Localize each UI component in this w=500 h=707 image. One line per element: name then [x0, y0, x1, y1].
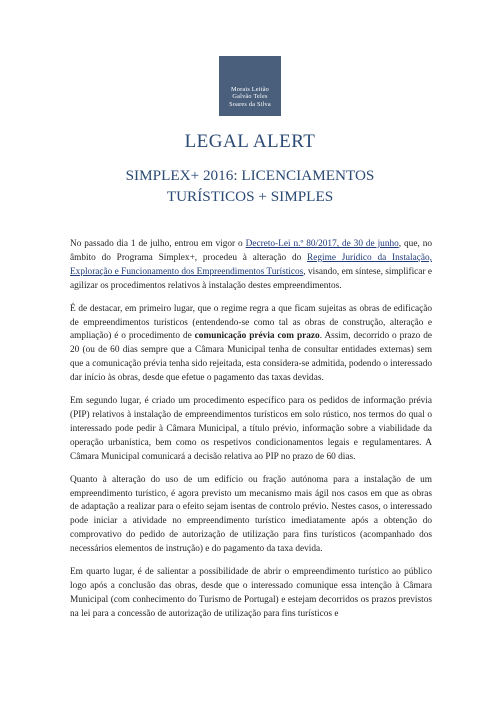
paragraph-1: [70, 238, 432, 294]
logo-line-1: Morais Leitão: [230, 85, 270, 93]
regime-juridico-link[interactable]: Regime Jurídico da Instalação, Exploração e Funcionamento dos Empreendimentos Turísticos: [70, 252, 432, 277]
p2-text-2: . Assim, decorrido o prazo de 20 (ou de 60 dias sempre que a Câmara Municipal tenha de consultar entidades externas) sem que a comunicação prévia tenha sido rejeitada, esta considera-se admitida, podendo o interessado dar início às obras, desde que efetue o pagamento das taxas devidas.: [70, 331, 432, 384]
p2-text-1: É de destacar, em primeiro lugar, que o regime regra a que ficam sujeitas as obras de edificação de empreendimentos turísticos (entendendo-se como tal as obras de construção, alteração e ampliação) é o procedimento de: [70, 303, 432, 342]
alert-title: LEGAL ALERT: [184, 131, 316, 152]
logo-line-3: Soares da Silva: [229, 100, 271, 108]
document-body: [70, 238, 432, 631]
p1-text-2: , que, no âmbito do Programa Simplex+, procedeu à alteração do: [70, 239, 432, 263]
p2-bold-term: comunicação prévia com prazo: [194, 331, 320, 342]
headline: [0, 165, 500, 207]
p1-text-1: No passado dia 1 de julho, entrou em vigor o: [70, 239, 246, 249]
headline-line-2: TURÍSTICOS + SIMPLES: [166, 188, 334, 205]
headline-line-1: SIMPLEX+ 2016: LICENCIAMENTOS: [125, 167, 375, 184]
paragraph-5: Em quarto lugar, é de salientar a possibilidade de abrir o empreendimento turístico ao público logo após a conclusão das obras, desde que o interessado comunique essa intenção à Câmara Municipal (com conhecimento do Turismo de Portugal) e estejam decorridos os prazos previstos na lei para a concessão de autorização de utilização para fins turísticos e: [70, 567, 432, 619]
firm-logo: [219, 56, 281, 116]
p1-text-3: , visando, em síntese, simplificar e agilizar os procedimentos relativos à instalação destes empreendimentos.: [70, 266, 432, 291]
paragraph-4: Quanto à alteração do uso de um edifício ou fração autónoma para a instalação de um empreendimento turístico, é agora previsto um mecanismo mais ágil nos casos em que as obras de adaptação a realizar para o efeito sejam isentas de controlo prévio. Nestes casos, o interessado pode iniciar a atividade no empreendimento turístico imediatamente após a obtenção do comprovativo do pedido de autorização de utilização para fins turísticos (acompanhado dos necessários elementos de instrução) e do pagamento da taxa devida.: [70, 474, 432, 555]
logo-line-2: Galvão Teles: [232, 93, 268, 101]
decreto-lei-link[interactable]: Decreto-Lei n.º 80/2017, de 30 de junho: [245, 239, 399, 249]
paragraph-3: Em segundo lugar, é criado um procedimento específico para os pedidos de informação prévia (PIP) relativos à instalação de empreendimentos turísticos em solo rústico, nos termos do qual o interessado pode pedir à Câmara Municipal, a título prévio, informação sobre a viabilidade da operação urbanística, bem como os respetivos condicionamentos legais e regulamentares. A Câmara Municipal comunicará a decisão relativa ao PIP no prazo de 60 dias.: [70, 396, 432, 462]
paragraph-2: [70, 303, 432, 386]
